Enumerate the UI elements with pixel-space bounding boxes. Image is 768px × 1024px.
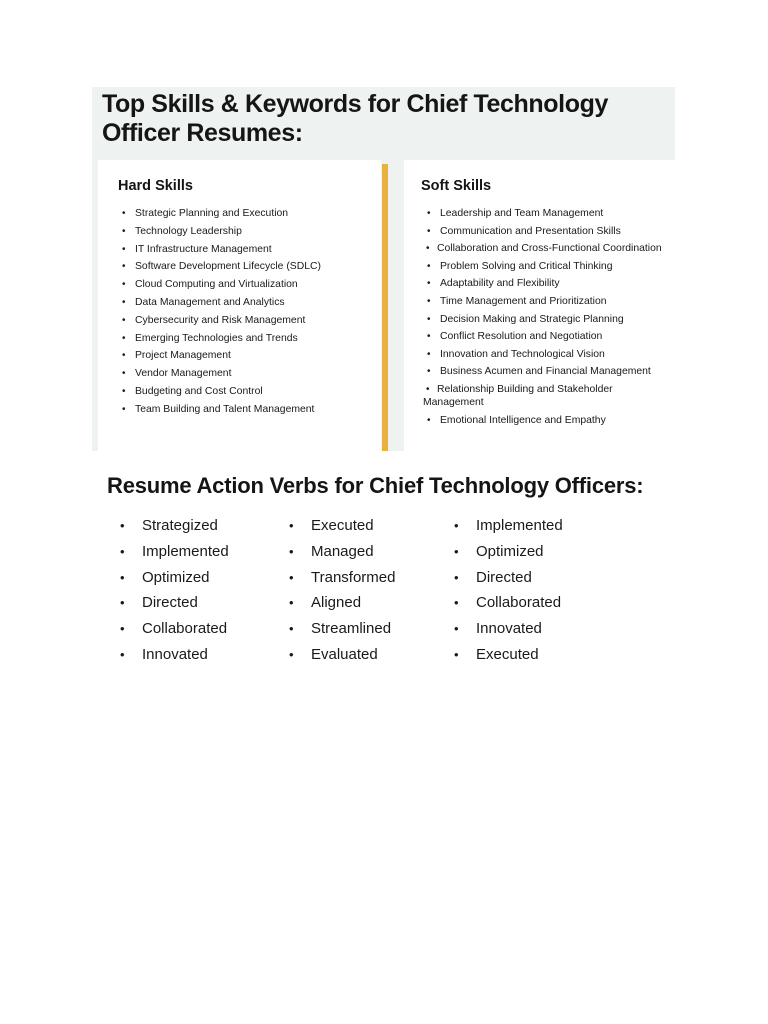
list-item: • Innovated (452, 616, 563, 642)
bullet-icon: • (122, 403, 126, 415)
list-item: • Implemented (118, 539, 229, 565)
bullet-icon: • (426, 243, 430, 255)
bullet-icon: • (454, 543, 459, 559)
bullet-icon: • (454, 518, 459, 533)
verbs-title: Resume Action Verbs for Chief Technology Officers: (107, 473, 644, 498)
list-item: • Executed (287, 513, 395, 539)
bullet-icon: • (120, 621, 125, 637)
bullet-icon: • (289, 646, 294, 662)
list-item: • Emotional Intelligence and Empathy (427, 414, 606, 426)
list-item: • Time Management and Prioritization (427, 295, 607, 307)
bullet-icon: • (122, 243, 126, 255)
bullet-icon: • (122, 368, 126, 380)
hard-skills-list (118, 207, 373, 421)
soft-skills-panel (404, 160, 675, 451)
bullet-icon: • (427, 225, 431, 237)
list-item: • Optimized (118, 565, 229, 591)
bullet-icon: • (122, 314, 126, 326)
list-item: • Relationship Building and Stakeholder Management (423, 383, 613, 408)
bullet-icon: • (427, 414, 431, 426)
bullet-icon: • (120, 518, 125, 533)
list-item: • Team Building and Talent Management (122, 403, 315, 415)
bullet-icon: • (120, 646, 125, 662)
list-item: • Software Development Lifecycle (SDLC) (122, 261, 321, 273)
list-item: • Innovation and Technological Vision (427, 348, 605, 360)
list-item: • Vendor Management (122, 368, 232, 380)
bullet-icon: • (122, 261, 126, 273)
skills-title: Top Skills & Keywords for Chief Technology Officer Resumes: (102, 90, 608, 147)
list-item: • Emerging Technologies and Trends (122, 332, 298, 344)
list-item: • Adaptability and Flexibility (427, 278, 560, 290)
list-item: • Executed (452, 642, 563, 668)
verbs-column-1 (118, 513, 229, 668)
verbs-column-3 (452, 513, 563, 668)
bullet-icon: • (289, 569, 294, 585)
list-item: • Budgeting and Cost Control (122, 385, 263, 397)
list-item: • Project Management (122, 350, 231, 362)
bullet-icon: • (454, 646, 459, 662)
list-item: • Directed (118, 590, 229, 616)
bullet-icon: • (427, 331, 431, 343)
list-item: • Directed (452, 565, 563, 591)
list-item: • Collaboration and Cross-Functional Coordination (426, 243, 662, 255)
list-item: • Leadership and Team Management (427, 208, 604, 219)
list-item: • Strategized (118, 513, 229, 539)
bullet-icon: • (427, 348, 431, 360)
list-item: • Streamlined (287, 616, 395, 642)
bullet-icon: • (289, 595, 294, 611)
bullet-icon: • (454, 595, 459, 611)
verbs-column-2 (287, 513, 395, 668)
list-item: • Data Management and Analytics (122, 296, 285, 308)
list-item: • Technology Leadership (122, 225, 242, 237)
soft-skills-list (423, 207, 671, 431)
hard-skills-heading: Hard Skills (118, 178, 193, 194)
bullet-icon: • (122, 279, 126, 291)
bullet-icon: • (120, 543, 125, 559)
bullet-icon: • (289, 543, 294, 559)
bullet-icon: • (120, 569, 125, 585)
bullet-icon: • (427, 260, 431, 272)
bullet-icon: • (426, 383, 430, 395)
bullet-icon: • (122, 350, 126, 362)
bullet-icon: • (122, 225, 126, 237)
list-item: • Conflict Resolution and Negotiation (427, 331, 603, 343)
list-item: • Aligned (287, 590, 395, 616)
bullet-icon: • (289, 518, 294, 533)
skills-card (92, 87, 675, 451)
list-item: • Evaluated (287, 642, 395, 668)
bullet-icon: • (122, 385, 126, 397)
soft-skills-heading: Soft Skills (421, 178, 492, 194)
bullet-icon: • (122, 332, 126, 344)
list-item: • Problem Solving and Critical Thinking (427, 260, 613, 272)
list-item: • Managed (287, 539, 395, 565)
list-item: • Collaborated (452, 590, 563, 616)
list-item: • Decision Making and Strategic Planning (427, 313, 624, 325)
bullet-icon: • (454, 569, 459, 585)
list-item: • Transformed (287, 565, 395, 591)
bullet-icon: • (427, 313, 431, 325)
bullet-icon: • (427, 366, 431, 378)
list-item: • Business Acumen and Financial Management (427, 366, 651, 378)
bullet-icon: • (427, 208, 431, 219)
bullet-icon: • (289, 621, 294, 637)
bullet-icon: • (120, 595, 125, 611)
list-item: • Cybersecurity and Risk Management (122, 314, 306, 326)
list-item: • Strategic Planning and Execution (122, 208, 289, 219)
bullet-icon: • (427, 295, 431, 307)
bullet-icon: • (122, 296, 126, 308)
list-item: • Innovated (118, 642, 229, 668)
list-item: • Implemented (452, 513, 563, 539)
list-item: • Collaborated (118, 616, 229, 642)
list-item: • Optimized (452, 539, 563, 565)
bullet-icon: • (122, 208, 126, 219)
bullet-icon: • (454, 621, 459, 637)
list-item: • Communication and Presentation Skills (427, 225, 621, 237)
hard-skills-panel (98, 160, 381, 451)
list-item: • Cloud Computing and Virtualization (122, 279, 298, 291)
bullet-icon: • (427, 278, 431, 290)
accent-divider (382, 164, 388, 451)
list-item: • IT Infrastructure Management (122, 243, 272, 255)
